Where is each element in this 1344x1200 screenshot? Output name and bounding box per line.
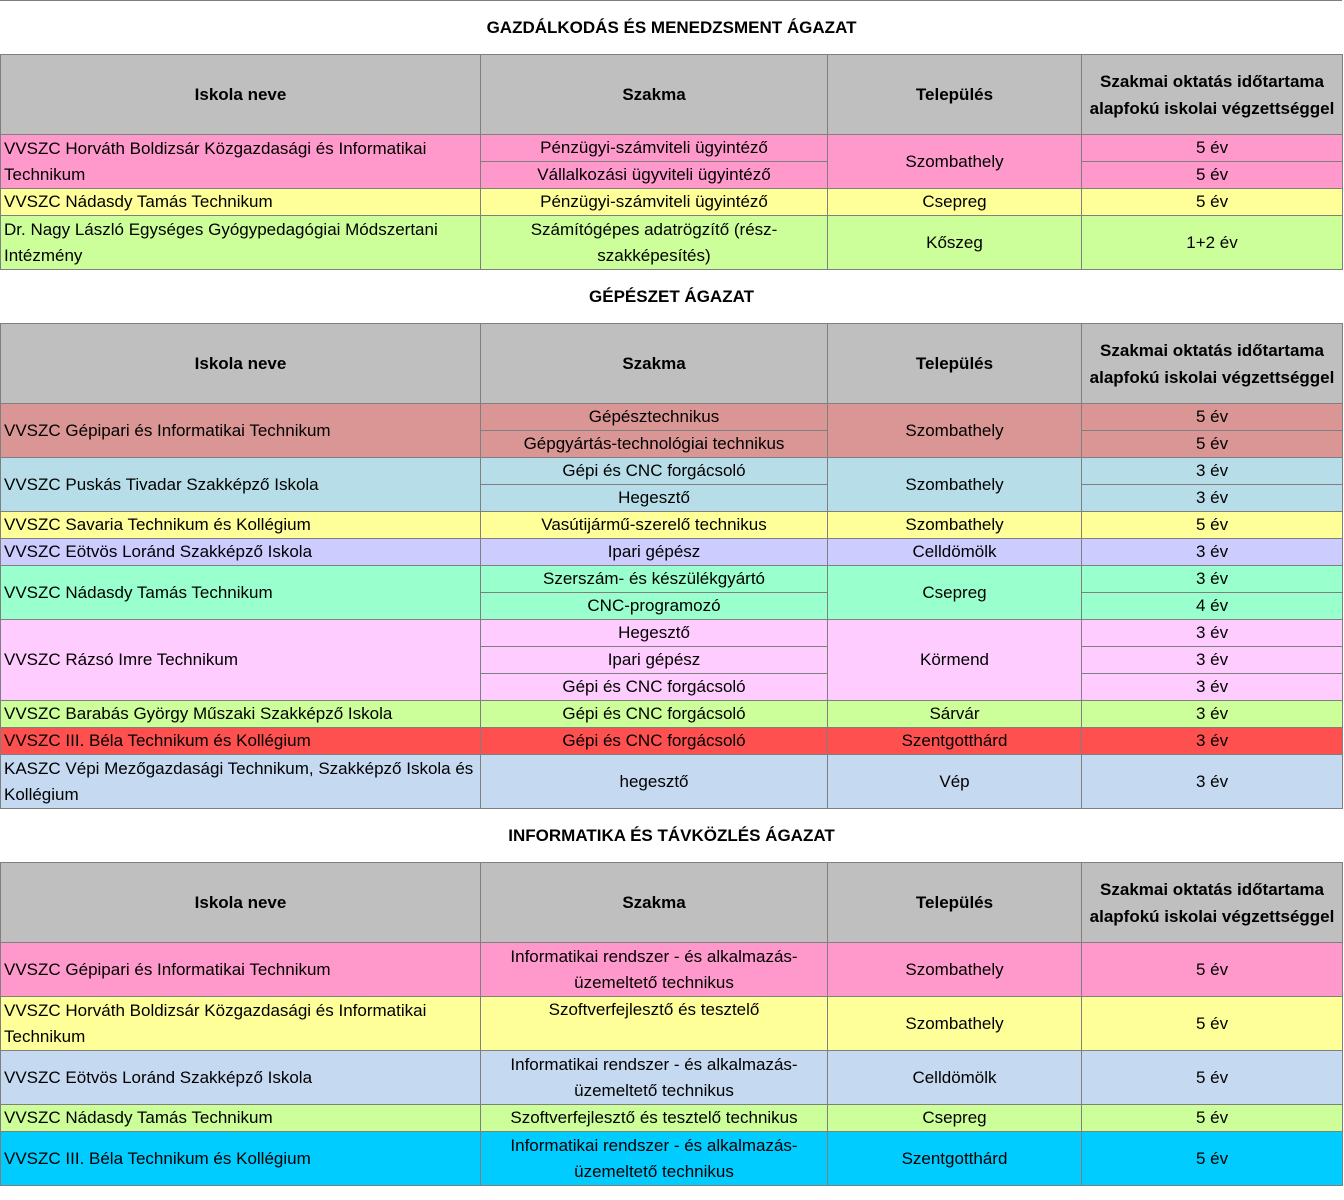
school-name: VVSZC Nádasdy Tamás Technikum — [1, 189, 481, 216]
trade-cell: Számítógépes adatrögzítő (rész-szakképesítés) — [481, 216, 828, 270]
duration-cell: 5 év — [1082, 1051, 1343, 1105]
trade-cell: Szoftverfejlesztő és tesztelő — [481, 997, 828, 1051]
duration-cell: 5 év — [1082, 512, 1343, 539]
town-cell: Csepreg — [828, 1105, 1082, 1132]
duration-cell: 5 év — [1082, 404, 1343, 431]
section-title: INFORMATIKA ÉS TÁVKÖZLÉS ÁGAZAT — [1, 809, 1343, 863]
trade-cell: Informatikai rendszer - és alkalmazás-üzemeltető technikus — [481, 943, 828, 997]
town-cell: Szombathely — [828, 943, 1082, 997]
town-cell: Csepreg — [828, 189, 1082, 216]
header-trade: Szakma — [481, 55, 828, 135]
header-town: Település — [828, 863, 1082, 943]
header-school: Iskola neve — [1, 863, 481, 943]
school-name: VVSZC Gépipari és Informatikai Technikum — [1, 943, 481, 997]
section-title-row — [1, 809, 1343, 863]
section-title: GAZDÁLKODÁS ÉS MENEDZSMENT ÁGAZAT — [1, 1, 1343, 55]
school-name: VVSZC Horváth Boldizsár Közgazdasági és Informatikai Technikum — [1, 997, 481, 1051]
school-name: VVSZC Eötvös Loránd Szakképző Iskola — [1, 539, 481, 566]
school-name: VVSZC III. Béla Technikum és Kollégium — [1, 1132, 481, 1186]
table-row — [1, 728, 1343, 755]
header-duration: Szakmai oktatás időtartama alapfokú iskolai végzettséggel — [1082, 324, 1343, 404]
header-row — [1, 55, 1343, 135]
header-duration: Szakmai oktatás időtartama alapfokú iskolai végzettséggel — [1082, 55, 1343, 135]
town-cell: Celldömölk — [828, 539, 1082, 566]
trade-cell: Gépi és CNC forgácsoló — [481, 728, 828, 755]
duration-cell: 5 év — [1082, 1132, 1343, 1186]
town-cell: Celldömölk — [828, 1051, 1082, 1105]
table-row — [1, 216, 1343, 270]
trade-cell: Hegesztő — [481, 485, 828, 512]
trade-cell: CNC-programozó — [481, 593, 828, 620]
duration-cell: 5 év — [1082, 431, 1343, 458]
table-row — [1, 1132, 1343, 1186]
header-duration: Szakmai oktatás időtartama alapfokú iskolai végzettséggel — [1082, 863, 1343, 943]
trade-cell: Hegesztő — [481, 620, 828, 647]
table-row — [1, 539, 1343, 566]
trade-cell: Szerszám- és készülékgyártó — [481, 566, 828, 593]
school-name: VVSZC Savaria Technikum és Kollégium — [1, 512, 481, 539]
table-row — [1, 1051, 1343, 1105]
school-name: VVSZC Gépipari és Informatikai Technikum — [1, 404, 481, 458]
header-row — [1, 324, 1343, 404]
duration-cell: 3 év — [1082, 539, 1343, 566]
town-cell: Szombathely — [828, 997, 1082, 1051]
table-row — [1, 512, 1343, 539]
trade-cell: Gépi és CNC forgácsoló — [481, 674, 828, 701]
table-row — [1, 566, 1343, 593]
trade-cell: Informatikai rendszer - és alkalmazás-üzemeltető technikus — [481, 1051, 828, 1105]
duration-cell: 5 év — [1082, 189, 1343, 216]
town-cell: Szombathely — [828, 512, 1082, 539]
town-cell: Körmend — [828, 620, 1082, 701]
section-title-row — [1, 1, 1343, 55]
duration-cell: 3 év — [1082, 647, 1343, 674]
table-row — [1, 135, 1343, 162]
duration-cell: 4 év — [1082, 593, 1343, 620]
table-row — [1, 458, 1343, 485]
table-row — [1, 620, 1343, 647]
trade-cell: Ipari gépész — [481, 539, 828, 566]
trade-cell: Vállalkozási ügyviteli ügyintéző — [481, 162, 828, 189]
trade-cell: Pénzügyi-számviteli ügyintéző — [481, 189, 828, 216]
section-title-row — [1, 270, 1343, 324]
town-cell: Vép — [828, 755, 1082, 809]
table-row — [1, 189, 1343, 216]
table-row — [1, 701, 1343, 728]
school-name: VVSZC Horváth Boldizsár Közgazdasági és Informatikai Technikum — [1, 135, 481, 189]
table-row — [1, 404, 1343, 431]
duration-cell: 1+2 év — [1082, 216, 1343, 270]
duration-cell: 3 év — [1082, 566, 1343, 593]
town-cell: Szombathely — [828, 404, 1082, 458]
header-row — [1, 863, 1343, 943]
trade-cell: Gépésztechnikus — [481, 404, 828, 431]
table-row — [1, 997, 1343, 1051]
duration-cell: 3 év — [1082, 755, 1343, 809]
trade-cell: Gépgyártás-technológiai technikus — [481, 431, 828, 458]
trade-cell: Informatikai rendszer - és alkalmazás-üzemeltető technikus — [481, 1132, 828, 1186]
table-row — [1, 1105, 1343, 1132]
duration-cell: 3 év — [1082, 701, 1343, 728]
header-trade: Szakma — [481, 863, 828, 943]
duration-cell: 3 év — [1082, 728, 1343, 755]
school-name: Dr. Nagy László Egységes Gyógypedagógiai Módszertani Intézmény — [1, 216, 481, 270]
trade-cell: hegesztő — [481, 755, 828, 809]
town-cell: Szombathely — [828, 135, 1082, 189]
trade-cell: Gépi és CNC forgácsoló — [481, 458, 828, 485]
header-trade: Szakma — [481, 324, 828, 404]
town-cell: Szombathely — [828, 458, 1082, 512]
table-row — [1, 943, 1343, 997]
duration-cell: 3 év — [1082, 485, 1343, 512]
trade-cell: Pénzügyi-számviteli ügyintéző — [481, 135, 828, 162]
town-cell: Szentgotthárd — [828, 1132, 1082, 1186]
table-row — [1, 755, 1343, 809]
school-name: VVSZC Nádasdy Tamás Technikum — [1, 1105, 481, 1132]
duration-cell: 3 év — [1082, 458, 1343, 485]
section-title: GÉPÉSZET ÁGAZAT — [1, 270, 1343, 324]
town-cell: Sárvár — [828, 701, 1082, 728]
trade-cell: Ipari gépész — [481, 647, 828, 674]
duration-cell: 3 év — [1082, 674, 1343, 701]
duration-cell: 5 év — [1082, 162, 1343, 189]
trade-cell: Szoftverfejlesztő és tesztelő technikus — [481, 1105, 828, 1132]
duration-cell: 5 év — [1082, 943, 1343, 997]
school-name: VVSZC Eötvös Loránd Szakképző Iskola — [1, 1051, 481, 1105]
duration-cell: 5 év — [1082, 1105, 1343, 1132]
header-town: Település — [828, 324, 1082, 404]
town-cell: Kőszeg — [828, 216, 1082, 270]
trade-cell: Vasútijármű-szerelő technikus — [481, 512, 828, 539]
header-school: Iskola neve — [1, 324, 481, 404]
town-cell: Szentgotthárd — [828, 728, 1082, 755]
header-town: Település — [828, 55, 1082, 135]
school-name: KASZC Vépi Mezőgazdasági Technikum, Szakképző Iskola és Kollégium — [1, 755, 481, 809]
school-name: VVSZC Puskás Tivadar Szakképző Iskola — [1, 458, 481, 512]
trade-cell: Gépi és CNC forgácsoló — [481, 701, 828, 728]
duration-cell: 5 év — [1082, 997, 1343, 1051]
school-name: VVSZC III. Béla Technikum és Kollégium — [1, 728, 481, 755]
duration-cell: 5 év — [1082, 135, 1343, 162]
school-name: VVSZC Barabás György Műszaki Szakképző Iskola — [1, 701, 481, 728]
town-cell: Csepreg — [828, 566, 1082, 620]
duration-cell: 3 év — [1082, 620, 1343, 647]
school-name: VVSZC Rázsó Imre Technikum — [1, 620, 481, 701]
school-name: VVSZC Nádasdy Tamás Technikum — [1, 566, 481, 620]
header-school: Iskola neve — [1, 55, 481, 135]
